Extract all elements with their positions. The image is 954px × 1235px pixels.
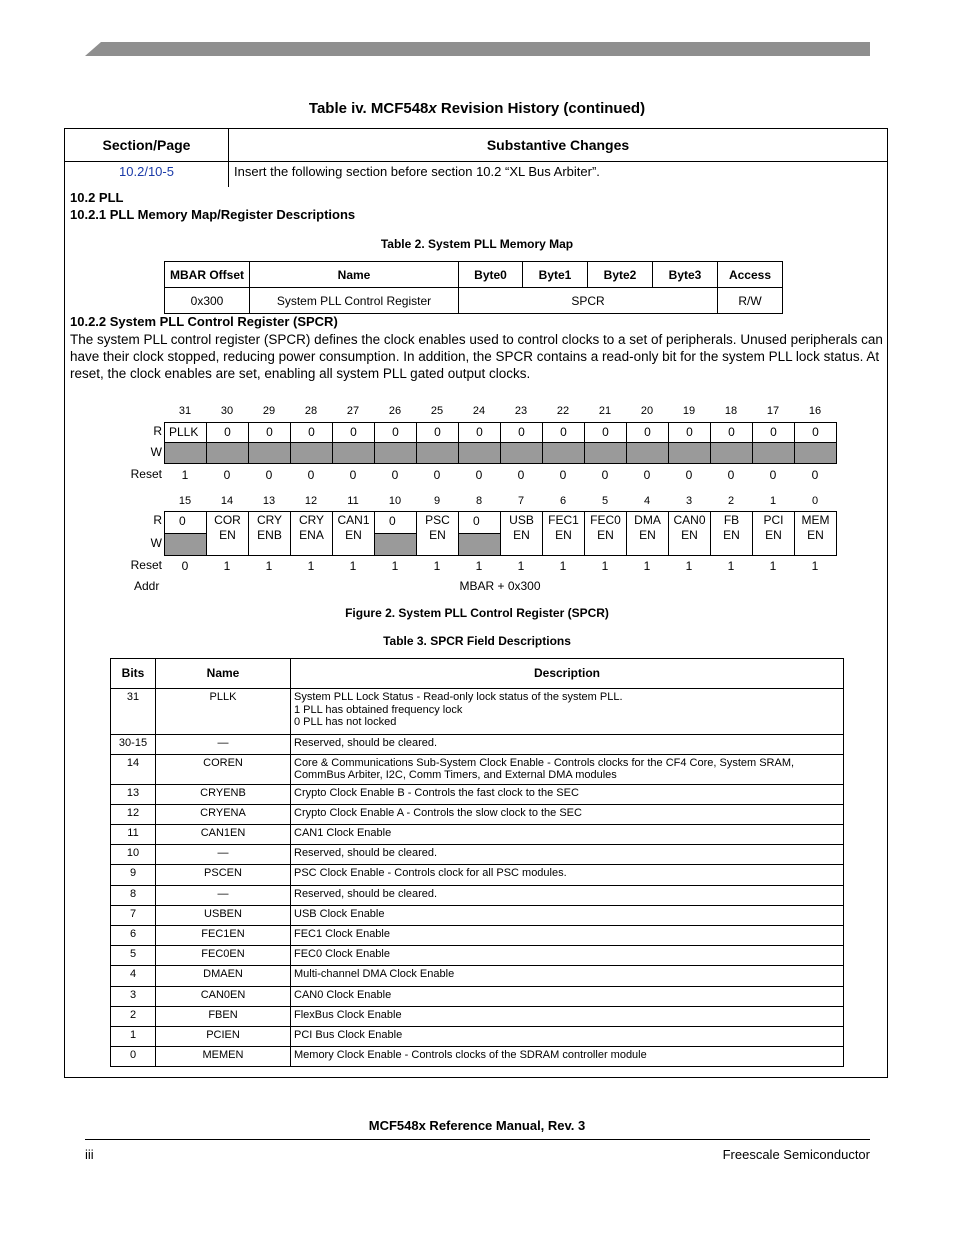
reset-value: 0 (643, 468, 651, 482)
field-label: PCI (763, 513, 784, 527)
reset-value: 1 (391, 559, 399, 573)
field-label: EN (597, 528, 614, 542)
reset-value: 0 (685, 468, 693, 482)
description-line: Reserved, should be cleared. (294, 887, 438, 900)
write-field-disabled (374, 533, 417, 556)
bits-cell: 30-15 (111, 734, 156, 754)
write-field-disabled (794, 442, 837, 464)
reset-value: 1 (307, 559, 315, 573)
field-label: FEC1 (548, 513, 579, 527)
table-row (111, 845, 844, 865)
bit-number: 20 (640, 405, 654, 417)
register-field: 0 (458, 511, 501, 534)
register-field: 0 (794, 422, 837, 443)
row-label-r: R (153, 424, 162, 438)
page-title: Table iv. MCF548x Revision History (continued) (308, 100, 646, 117)
bit-number: 0 (811, 495, 819, 507)
row-label-r: R (153, 513, 162, 527)
section-heading: 10.2 PLL (70, 190, 124, 205)
manual-title: MCF548x Reference Manual, Rev. 3 (368, 1118, 586, 1133)
description-line: Reserved, should be cleared. (294, 847, 438, 860)
field-label: EN (429, 528, 446, 542)
bits-cell: 7 (111, 905, 156, 925)
write-field-disabled (710, 442, 753, 464)
register-field: 0 (458, 422, 501, 443)
bit-number: 27 (346, 405, 360, 417)
register-field: 0 (332, 422, 375, 443)
table-row (111, 734, 844, 754)
table-row (111, 865, 844, 885)
address-value: MBAR + 0x300 (459, 579, 541, 593)
access-mode: R/W (718, 288, 783, 314)
section-page-header: Section/Page (102, 137, 191, 153)
field-label: EN (765, 528, 782, 542)
register-field: 0 (374, 511, 417, 534)
row-label-reset: Reset (130, 467, 162, 481)
name-cell: CAN0EN (156, 986, 291, 1006)
description-cell (291, 986, 844, 1006)
row-label-reset: Reset (130, 558, 162, 572)
reset-value: 0 (475, 468, 483, 482)
table-row (111, 784, 844, 804)
col-header: Byte0 (459, 262, 523, 288)
register-field: 0 (542, 422, 585, 443)
field-label: CRY (298, 513, 325, 527)
name-cell: DMAEN (156, 966, 291, 986)
description-line: 0 PLL has not locked (294, 716, 397, 728)
register-field: 0 (290, 422, 333, 443)
description-cell (291, 1047, 844, 1067)
description-cell (291, 845, 844, 865)
name-cell: — (156, 734, 291, 754)
description-cell (291, 905, 844, 925)
bit-number: 13 (262, 495, 276, 507)
section-link[interactable]: 10.2/10-5 (119, 164, 174, 179)
bit-number: 18 (724, 405, 738, 417)
field-label: EN (513, 528, 530, 542)
reset-value: 1 (517, 559, 525, 573)
description-line: Memory Clock Enable - Controls clocks of the SDRAM controller module (294, 1049, 647, 1062)
reset-value: 1 (265, 559, 273, 573)
description-line: Crypto Clock Enable B - Controls the fast clock to the SEC (294, 786, 579, 799)
table-row (111, 966, 844, 986)
register-field (626, 511, 669, 556)
register-field (542, 511, 585, 556)
reset-value: 1 (811, 559, 819, 573)
register-field: 0 (752, 422, 795, 443)
header-bar (85, 42, 870, 56)
reset-value: 1 (433, 559, 441, 573)
name-cell: USBEN (156, 905, 291, 925)
reset-value: 1 (643, 559, 651, 573)
register-field (500, 511, 543, 556)
table-row (111, 1026, 844, 1046)
register-field (794, 511, 837, 556)
write-field-disabled (164, 442, 207, 464)
name-cell: COREN (156, 754, 291, 784)
bit-number: 31 (178, 405, 192, 417)
register-field (584, 511, 627, 556)
register-field (710, 511, 753, 556)
description-line: Core & Communications Sub-System Clock Enable - Controls clocks for the CF4 Core, System SRAM, CommBus Arbiter, I2C, Comm Timers, and External DMA modules (294, 756, 795, 782)
col-header: Name (250, 262, 459, 288)
register-field (668, 511, 711, 556)
col-header: Description (291, 659, 844, 689)
description-cell (291, 1026, 844, 1046)
description-cell (291, 946, 844, 966)
field-descriptions-table (110, 658, 844, 1067)
bit-number: 24 (472, 405, 486, 417)
reset-value: 1 (559, 559, 567, 573)
write-field-disabled (626, 442, 669, 464)
bit-number: 10 (388, 495, 402, 507)
field-label: EN (555, 528, 572, 542)
bits-cell: 4 (111, 966, 156, 986)
write-field-disabled (164, 533, 207, 556)
table-row (111, 986, 844, 1006)
write-field-disabled (584, 442, 627, 464)
bit-number: 14 (220, 495, 234, 507)
name-cell: PSCEN (156, 865, 291, 885)
reset-value: 0 (601, 468, 609, 482)
description-cell (291, 926, 844, 946)
field-label: EN (639, 528, 656, 542)
register-field (206, 511, 249, 556)
bit-number: 3 (685, 495, 693, 507)
reset-value: 0 (517, 468, 525, 482)
reset-value: 1 (685, 559, 693, 573)
register-field: 0 (668, 422, 711, 443)
reset-value: 0 (391, 468, 399, 482)
bits-cell: 8 (111, 885, 156, 905)
write-field-disabled (290, 442, 333, 464)
bits-cell: 2 (111, 1006, 156, 1026)
bit-number: 5 (601, 495, 609, 507)
register-field (248, 511, 291, 556)
description-cell (291, 689, 844, 735)
register-field: 0 (710, 422, 753, 443)
write-field-disabled (374, 442, 417, 464)
description-cell (291, 804, 844, 824)
bit-number: 19 (682, 405, 696, 417)
reset-value: 0 (811, 468, 819, 482)
register-abbrev: SPCR (459, 288, 718, 314)
register-field: 0 (500, 422, 543, 443)
description-line: PSC Clock Enable - Controls clock for all PSC modules. (294, 867, 567, 880)
name-cell: FEC1EN (156, 926, 291, 946)
col-header: Bits (111, 659, 156, 689)
bit-number: 23 (514, 405, 528, 417)
reset-value: 1 (223, 559, 231, 573)
reset-value: 0 (727, 468, 735, 482)
description-cell (291, 966, 844, 986)
reset-value: 0 (349, 468, 357, 482)
row-label-addr: Addr (134, 579, 160, 593)
col-header: Byte2 (588, 262, 653, 288)
field-label: CAN1 (337, 513, 370, 527)
field-label: CAN0 (673, 513, 706, 527)
description-line: Multi-channel DMA Clock Enable (294, 968, 455, 981)
bit-number: 21 (598, 405, 612, 417)
col-header: Name (156, 659, 291, 689)
field-label: MEM (801, 513, 830, 527)
table-row (111, 905, 844, 925)
table-row (111, 926, 844, 946)
description-line: Crypto Clock Enable A - Controls the slow clock to the SEC (294, 806, 582, 819)
description-line: FlexBus Clock Enable (294, 1008, 402, 1021)
description-cell (291, 825, 844, 845)
field-table-caption: Table 3. SPCR Field Descriptions (383, 634, 571, 648)
field-label: EN (345, 528, 362, 542)
write-field-disabled (248, 442, 291, 464)
reset-value: 1 (475, 559, 483, 573)
col-header: Byte1 (523, 262, 588, 288)
bit-number: 16 (808, 405, 822, 417)
col-header: MBAR Offset (165, 262, 250, 288)
memory-map-caption: Table 2. System PLL Memory Map (380, 237, 574, 251)
table-row (111, 754, 844, 784)
bit-number: 12 (304, 495, 318, 507)
register-field (290, 511, 333, 556)
change-text: Insert the following section before section 10.2 “XL Bus Arbiter”. (234, 164, 600, 179)
bits-cell: 9 (111, 865, 156, 885)
table-row (111, 689, 844, 735)
bit-number: 22 (556, 405, 570, 417)
bit-number: 1 (769, 495, 777, 507)
name-cell: CRYENA (156, 804, 291, 824)
name-cell: FBEN (156, 1006, 291, 1026)
name-cell: MEMEN (156, 1047, 291, 1067)
reset-value: 1 (769, 559, 777, 573)
substantive-changes-header: Substantive Changes (486, 137, 630, 153)
name-cell: CRYENB (156, 784, 291, 804)
name-cell: — (156, 885, 291, 905)
company-name: Freescale Semiconductor (722, 1147, 870, 1162)
field-label: EN (681, 528, 698, 542)
footer-rule (85, 1139, 870, 1140)
field-label: ENB (257, 528, 282, 542)
reset-value: 1 (601, 559, 609, 573)
spcr-heading: 10.2.2 System PLL Control Register (SPCR) (70, 314, 338, 329)
field-label: PSC (425, 513, 450, 527)
bits-cell: 10 (111, 845, 156, 865)
description-line: 1 PLL has obtained frequency lock (294, 703, 463, 716)
description-cell (291, 885, 844, 905)
register-name: System PLL Control Register (250, 288, 459, 314)
register-field: 0 (584, 422, 627, 443)
register-field: PLLK (164, 422, 207, 443)
write-field-disabled (332, 442, 375, 464)
field-label: COR (214, 513, 241, 527)
col-header: Access (718, 262, 783, 288)
register-field: 0 (164, 511, 207, 534)
table-row (111, 825, 844, 845)
name-cell: CAN1EN (156, 825, 291, 845)
bits-cell: 1 (111, 1026, 156, 1046)
row-label-w: W (150, 536, 162, 550)
register-field: 0 (248, 422, 291, 443)
bit-number: 7 (517, 495, 525, 507)
write-field-disabled (458, 442, 501, 464)
reset-value: 0 (769, 468, 777, 482)
field-label: EN (807, 528, 824, 542)
description-cell (291, 1006, 844, 1026)
bit-number: 25 (430, 405, 444, 417)
register-field (752, 511, 795, 556)
bits-cell: 12 (111, 804, 156, 824)
reset-value: 1 (727, 559, 735, 573)
bit-number: 28 (304, 405, 318, 417)
reset-value: 0 (223, 468, 231, 482)
bit-number: 2 (727, 495, 735, 507)
mbar-offset: 0x300 (165, 288, 250, 314)
bit-number: 26 (388, 405, 402, 417)
description-line: Reserved, should be cleared. (294, 736, 438, 749)
register-field (416, 511, 459, 556)
field-label: DMA (634, 513, 661, 527)
bit-number: 17 (766, 405, 780, 417)
bits-cell: 5 (111, 946, 156, 966)
bit-number: 4 (643, 495, 651, 507)
description-line: System PLL Lock Status - Read-only lock status of the system PLL. (294, 691, 623, 703)
write-field-disabled (668, 442, 711, 464)
table-row (111, 1006, 844, 1026)
description-cell (291, 754, 844, 784)
register-field (332, 511, 375, 556)
description-cell (291, 784, 844, 804)
name-cell: — (156, 845, 291, 865)
name-cell: PLLK (156, 689, 291, 735)
description-line: CAN1 Clock Enable (294, 827, 392, 840)
field-label: ENA (299, 528, 324, 542)
table-row (111, 804, 844, 824)
table-row (111, 1047, 844, 1067)
field-label: CRY (256, 513, 283, 527)
figure-caption: Figure 2. System PLL Control Register (SPCR) (345, 606, 609, 620)
bit-number: 8 (475, 495, 483, 507)
bits-cell: 3 (111, 986, 156, 1006)
field-label: EN (219, 528, 236, 542)
bit-number: 29 (262, 405, 276, 417)
field-label: FB (723, 513, 740, 527)
spcr-description: The system PLL control register (SPCR) defines the clock enables used to control clocks to a set of peripherals. Unused peripherals can have their clock stopped, reducing power consumption. In addition, the SPCR contains a read-only bit for the system PLL lock status. At reset, the clock enables are set, enabling all system PLL gated output clocks. (70, 332, 883, 381)
description-cell (291, 865, 844, 885)
register-field: 0 (416, 422, 459, 443)
bits-cell: 11 (111, 825, 156, 845)
bits-cell: 31 (111, 689, 156, 735)
bit-number: 11 (347, 495, 359, 507)
write-field-disabled (206, 442, 249, 464)
reset-value: 0 (433, 468, 441, 482)
bit-number: 15 (178, 495, 192, 507)
bits-cell: 0 (111, 1047, 156, 1067)
register-field: 0 (374, 422, 417, 443)
memory-map-table (164, 261, 783, 314)
bit-number: 30 (220, 405, 234, 417)
description-line: FEC1 Clock Enable (294, 928, 390, 940)
write-field-disabled (752, 442, 795, 464)
reset-value: 0 (307, 468, 315, 482)
write-field-disabled (458, 533, 501, 556)
name-cell: PCIEN (156, 1026, 291, 1046)
bit-number: 6 (559, 495, 567, 507)
register-field: 0 (626, 422, 669, 443)
table-row (111, 946, 844, 966)
description-line: CAN0 Clock Enable (294, 988, 392, 1001)
reset-value: 0 (181, 559, 189, 573)
description-cell (291, 734, 844, 754)
reset-value: 1 (349, 559, 357, 573)
write-field-disabled (416, 442, 459, 464)
field-label: EN (723, 528, 740, 542)
page-number: iii (85, 1147, 94, 1162)
bit-number: 9 (433, 495, 441, 507)
row-label-w: W (150, 445, 162, 459)
field-label: USB (509, 513, 534, 527)
description-line: PCI Bus Clock Enable (294, 1028, 403, 1041)
field-label: FEC0 (590, 513, 621, 527)
bits-cell: 6 (111, 926, 156, 946)
write-field-disabled (542, 442, 585, 464)
name-cell: FEC0EN (156, 946, 291, 966)
reset-value: 1 (181, 468, 189, 482)
reset-value: 0 (265, 468, 273, 482)
bits-cell: 14 (111, 754, 156, 784)
register-field: 0 (206, 422, 249, 443)
bits-cell: 13 (111, 784, 156, 804)
col-header: Byte3 (653, 262, 718, 288)
reset-value: 0 (559, 468, 567, 482)
write-field-disabled (500, 442, 543, 464)
description-line: FEC0 Clock Enable (294, 948, 390, 961)
table-row (111, 885, 844, 905)
subsection-heading: 10.2.1 PLL Memory Map/Register Descriptions (70, 207, 356, 222)
description-line: USB Clock Enable (294, 907, 385, 920)
